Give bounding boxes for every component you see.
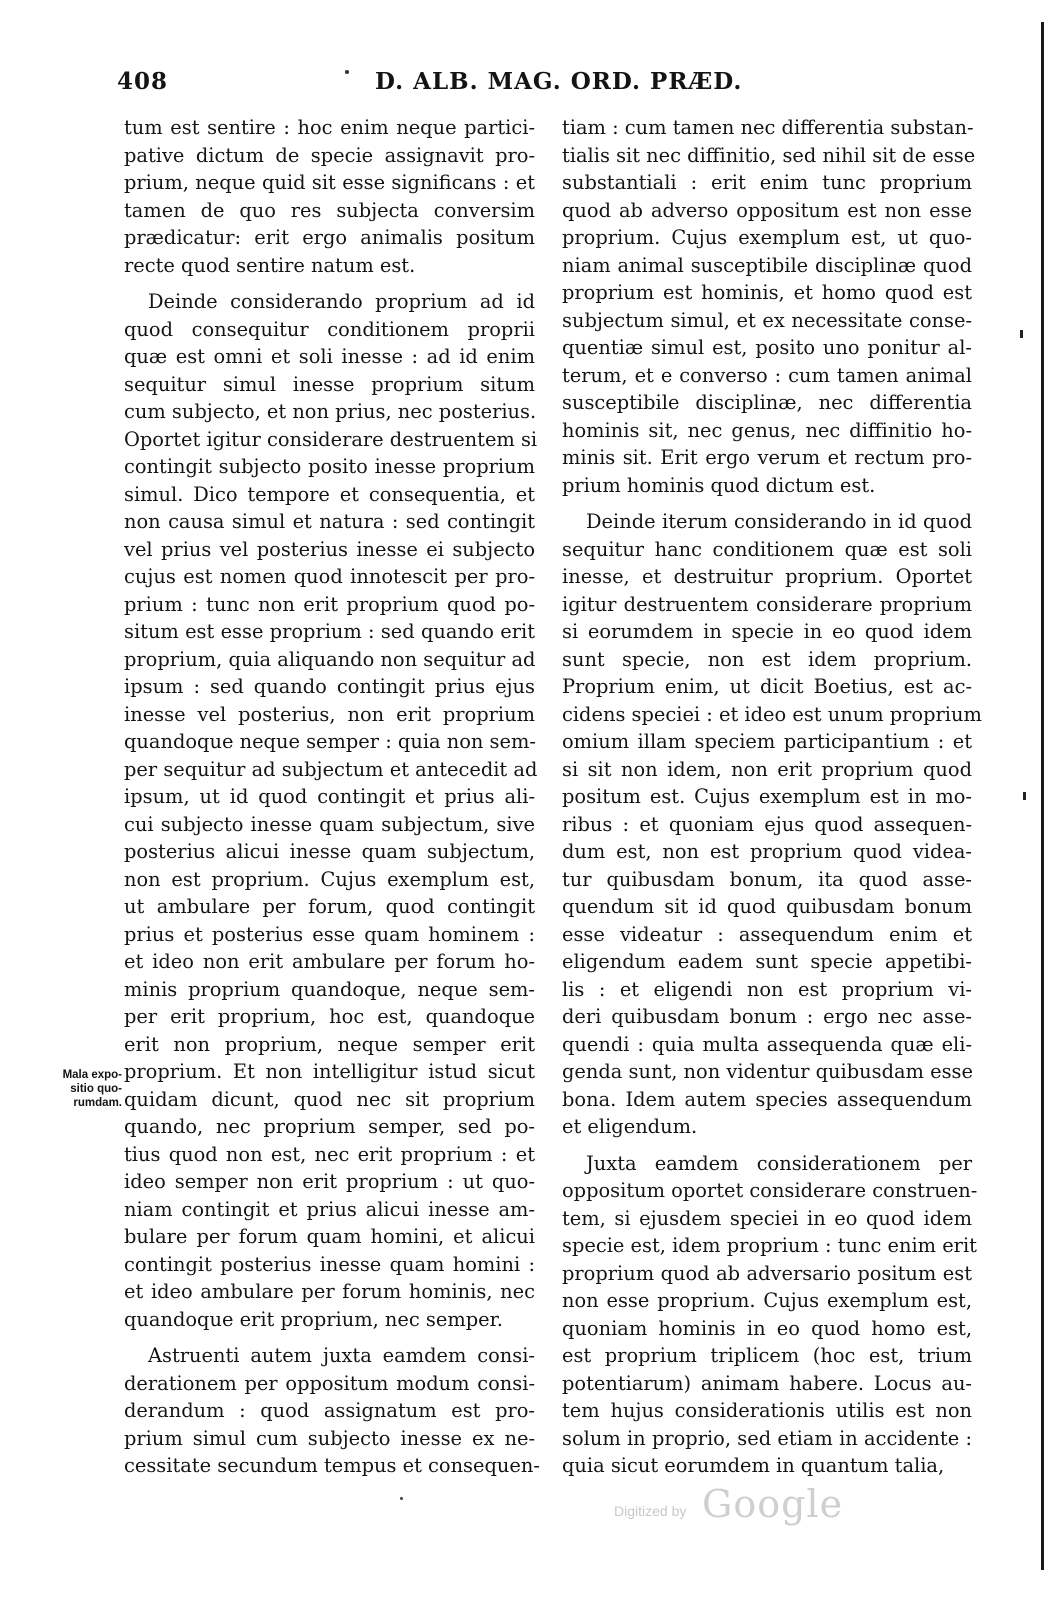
text-line: quoniam hominis in eo quod homo est, — [562, 1316, 972, 1340]
text-line: cui subjecto inesse quam subjectum, sive — [124, 812, 535, 836]
text-line: prium, neque quid sit esse significans : et — [124, 171, 535, 194]
text-line: per sequitur ad subjectum et antecedit ad — [124, 757, 538, 781]
text-line: niam animal susceptibile disciplinæ quod — [562, 253, 972, 277]
text-line: bulare per forum quam homini, et alicui — [124, 1225, 535, 1248]
google-logo: Google — [702, 1482, 844, 1526]
text-line: quod consequitur conditionem proprii — [124, 317, 535, 341]
text-line: ideo semper non erit proprium : ut quo- — [124, 1170, 535, 1193]
paragraph-gap — [124, 279, 535, 288]
text-line: vel prius vel posterius inesse ei subjecto — [124, 537, 535, 561]
text-line: substantiali : erit enim tunc proprium — [562, 171, 972, 194]
text-line: per erit proprium, hoc est, quandoque — [124, 1005, 535, 1028]
text-line: tiam : cum tamen nec differentia substan- — [562, 116, 974, 139]
text-line: prium : tunc non erit proprium quod po- — [124, 592, 535, 616]
text-line: simul. Dico tempore et consequentia, et — [124, 482, 535, 506]
text-line: ribus : et quoniam ejus quod assequen- — [562, 812, 972, 836]
text-line: situm est esse proprium : sed quando erit — [124, 620, 535, 643]
text-line: Deinde considerando proprium ad id — [148, 290, 535, 313]
text-line: dum est, non est proprium quod videa- — [562, 840, 972, 863]
digitized-label: Digitized by — [614, 1503, 687, 1519]
margin-note-line: Mala expo- — [62, 1069, 122, 1081]
text-line: minis proprium quandoque, neque sem- — [124, 977, 535, 1001]
text-line: susceptibile disciplinæ, nec differentia — [562, 391, 972, 414]
text-line: quod ab adverso oppositum est non esse — [562, 198, 972, 222]
text-line: inesse vel posterius, non erit proprium — [124, 702, 535, 726]
text-line: cum subjecto, et non prius, nec posterius. — [124, 400, 537, 423]
text-line: genda sunt, non videntur quibusdam esse — [562, 1060, 973, 1083]
text-line: sequitur hanc conditionem quæ est soli — [562, 537, 972, 561]
text-line: tem, si ejusdem speciei in eo quod idem — [562, 1206, 972, 1230]
page-number: 408 — [117, 68, 169, 95]
text-line: tem hujus considerationis utilis est non — [562, 1399, 972, 1422]
text-line: ipsum, ut id quod contingit et prius ali- — [124, 785, 535, 808]
text-line: quidam dicunt, quod nec sit proprium — [124, 1087, 535, 1111]
text-line: quia sicut eorumdem in quantum talia, — [562, 1454, 945, 1477]
text-line: inesse, et destruitur proprium. Oportet — [562, 565, 972, 588]
stray-mark — [400, 1497, 403, 1500]
text-line: quandoque neque semper : quia non sem- — [124, 730, 536, 753]
margin-note — [34, 1068, 122, 1110]
text-line: pative dictum de specie assignavit pro- — [124, 143, 535, 167]
edge-mark — [1020, 330, 1023, 338]
text-line: cidens speciei : et ideo est unum proprium — [562, 702, 982, 726]
text-line: igitur destruentem considerare proprium — [562, 592, 972, 616]
text-line: hominis sit, nec genus, nec diffinitio ho- — [562, 418, 972, 442]
text-line: tialis sit nec diffinitio, sed nihil sit de esse — [562, 143, 976, 167]
text-line: derationem per oppositum modum consi- — [124, 1371, 535, 1395]
text-line: proprium, quia aliquando non sequitur ad — [124, 647, 536, 671]
text-line: tius quod non est, nec erit proprium : et — [124, 1142, 535, 1166]
text-line: niam contingit et prius alicui inesse am- — [124, 1197, 535, 1221]
text-line: terum, et e converso : cum tamen animal — [562, 363, 972, 387]
text-line: minis sit. Erit ergo verum et rectum pro- — [562, 446, 972, 469]
text-line: proprium. Cujus exemplum est, ut quo- — [562, 226, 972, 249]
margin-note-line: rumdam. — [73, 1097, 122, 1109]
text-line: omium illam speciem participantium : et — [562, 730, 972, 753]
text-line: et ideo non erit ambulare per forum ho- — [124, 950, 535, 973]
text-line: eligendum eadem sunt specie appetibi- — [562, 950, 972, 973]
text-line: cessitate secundum tempus et consequen- — [124, 1454, 540, 1477]
text-line: Astruenti autem juxta eamdem consi- — [148, 1344, 535, 1367]
text-line: quando, nec proprium semper, sed po- — [124, 1115, 535, 1138]
text-line: positum est. Cujus exemplum est in mo- — [562, 785, 972, 808]
text-line: ut ambulare per forum, quod contingit — [124, 895, 535, 918]
text-line: cujus est nomen quod innotescit per pro- — [124, 565, 535, 588]
text-line: prædicatur: erit ergo animalis positum — [124, 226, 535, 249]
text-line: proprium. Et non intelligitur istud sicut — [124, 1060, 535, 1083]
header-dot — [345, 70, 349, 74]
margin-note-line: sitio quo- — [70, 1083, 122, 1095]
text-line: bona. Idem autem species assequendum — [562, 1087, 972, 1111]
text-line: deri quibusdam bonum : ergo nec asse- — [562, 1005, 972, 1028]
edge-mark — [1023, 792, 1026, 800]
paragraph-gap — [562, 1141, 972, 1150]
text-line: solum in proprio, sed etiam in accidente : — [562, 1426, 972, 1450]
text-line: quentiæ simul est, posito uno ponitur al- — [562, 336, 972, 359]
text-line: quandoque erit proprium, nec semper. — [124, 1307, 503, 1331]
text-line: si eorumdem in specie in eo quod idem — [562, 620, 972, 643]
text-line: est proprium triplicem (hoc est, trium — [562, 1344, 972, 1367]
paragraph-gap — [562, 499, 972, 508]
text-line: specie est, idem proprium : tunc enim erit — [562, 1234, 977, 1257]
text-line: et ideo ambulare per forum hominis, nec — [124, 1280, 535, 1303]
left-column — [124, 114, 540, 1480]
text-line: non esse proprium. Cujus exemplum est, — [562, 1289, 972, 1312]
running-head: D. ALB. MAG. ORD. PRÆD. — [375, 68, 743, 95]
text-line: recte quod sentire natum est. — [124, 253, 416, 277]
text-line: tur quibusdam bonum, ita quod asse- — [562, 867, 972, 891]
text-line: esse videatur : assequendum enim et — [562, 922, 972, 946]
text-line: quendi : quia multa assequenda quæ eli- — [562, 1032, 972, 1056]
text-line: Deinde iterum considerando in id quod — [586, 510, 972, 533]
text-line: erit non proprium, neque semper erit — [124, 1032, 535, 1056]
text-line: non causa simul et natura : sed contingit — [124, 510, 535, 533]
text-line: lis : et eligendi non est proprium vi- — [562, 977, 972, 1001]
text-line: tamen de quo res subjecta conversim — [124, 198, 535, 222]
text-line: prium simul cum subjecto inesse ex ne- — [124, 1426, 535, 1450]
text-line: derandum : quod assignatum est pro- — [124, 1399, 535, 1422]
text-line: et eligendum. — [562, 1115, 698, 1138]
text-line: ipsum : sed quando contingit prius ejus — [124, 675, 535, 698]
text-line: prius et posterius esse quam hominem : — [124, 922, 535, 946]
text-line: si sit non idem, non erit proprium quod — [562, 757, 972, 781]
text-line: quendum sit id quod quibusdam bonum — [562, 895, 972, 918]
text-line: subjectum simul, et ex necessitate conse- — [562, 308, 972, 332]
text-line: sunt specie, non est idem proprium. — [562, 647, 972, 671]
page-header — [0, 68, 1053, 100]
text-line: sequitur simul inesse proprium situm — [124, 372, 535, 396]
text-line: proprium est hominis, et homo quod est — [562, 281, 972, 304]
text-line: quæ est omni et soli inesse : ad id enim — [124, 345, 535, 368]
text-line: tum est sentire : hoc enim neque partici- — [124, 116, 535, 139]
text-line: Juxta eamdem considerationem per — [586, 1151, 972, 1175]
text-line: posterius alicui inesse quam subjectum, — [124, 840, 535, 863]
text-line: prium hominis quod dictum est. — [562, 473, 876, 497]
page-edge-rule — [1041, 22, 1044, 1570]
text-line: Oportet igitur considerare destruentem si — [124, 427, 538, 451]
text-line: proprium quod ab adversario positum est — [562, 1261, 972, 1285]
text-line: contingit subjecto posito inesse proprium — [124, 455, 535, 478]
right-column — [562, 114, 982, 1480]
text-line: potentiarum) animam habere. Locus au- — [562, 1371, 972, 1395]
text-line: oppositum oportet considerare construen- — [562, 1179, 978, 1202]
paragraph-gap — [124, 1333, 535, 1342]
text-line: non est proprium. Cujus exemplum est, — [124, 867, 535, 891]
text-line: Proprium enim, ut dicit Boetius, est ac- — [562, 675, 972, 698]
text-line: contingit posterius inesse quam homini : — [124, 1252, 535, 1276]
